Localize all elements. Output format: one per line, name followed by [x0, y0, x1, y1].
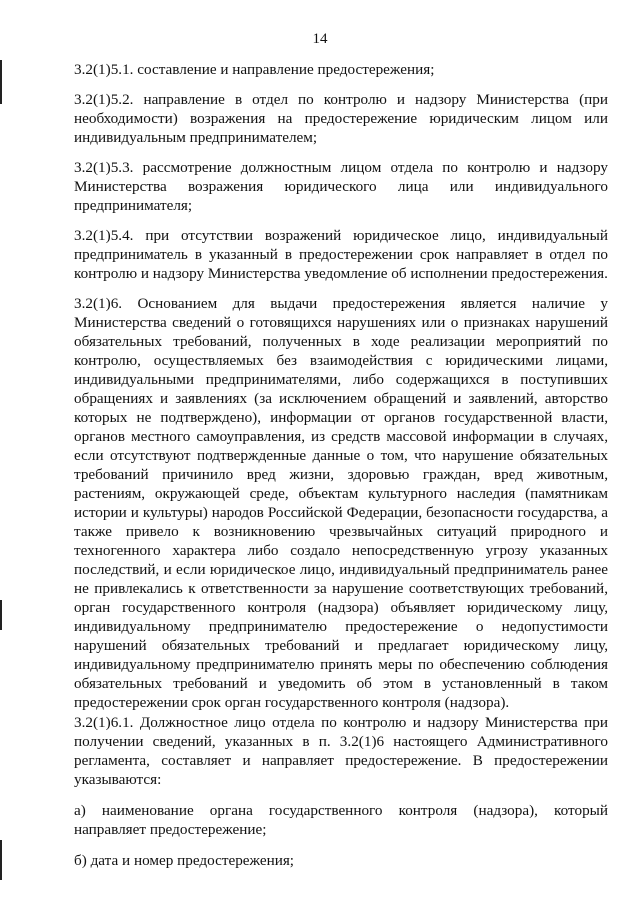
text-line: направляет предостережение;: [74, 821, 267, 838]
text-line: также привело к возникновению чрезвычайных ситуаций природного и: [74, 523, 608, 540]
paragraph-3-2-1-6-1: [74, 713, 608, 789]
paragraph-3-2-1-5-4: [74, 226, 608, 283]
scan-edge-mark: [0, 840, 2, 880]
text-line: 3.2(1)5.4. при отсутствии возражений юридическое лицо, индивидуальный: [74, 227, 608, 244]
paragraph-3-2-1-5-3: [74, 158, 608, 215]
text-line: указываются:: [74, 771, 162, 788]
text-line: регламента, составляет и направляет предостережение. В предостережении: [74, 752, 608, 769]
scan-edge-mark: [0, 600, 2, 630]
document-body: [74, 60, 608, 870]
text-line: индивидуальными предпринимателями, либо содержащихся в поступивших: [74, 371, 608, 388]
text-line: нарушений обязательных требований и предлагает юридическому лицу,: [74, 637, 608, 654]
text-line: а) наименование органа государственного контроля (надзора), который: [74, 802, 608, 819]
text-line: органов местного самоуправления, из средств массовой информации в случаях,: [74, 428, 608, 445]
text-line: обязательных требований, полученных в ходе реализации мероприятий по: [74, 333, 608, 350]
text-line: 3.2(1)6. Основанием для выдачи предостережения является наличие у: [74, 295, 608, 312]
text-line: Министерства сведений о готовящихся нарушениях или о признаках нарушений: [74, 314, 608, 331]
text-line: последствий, и если юридическое лицо, индивидуальный предприниматель ранее: [74, 561, 608, 578]
text-line: которых не подтверждено), информации от органов государственной власти,: [74, 409, 608, 426]
text-line: истории и культуры) народов Российской Федерации, безопасности государства, а: [74, 504, 608, 521]
text-line: контролю и надзору Министерства уведомление об исполнении предостережения.: [74, 265, 608, 282]
page-number: 14: [312, 31, 328, 47]
scan-edge-mark: [0, 60, 2, 104]
paragraph-3-2-1-5-2: [74, 90, 608, 147]
text-line: техногенного характера либо создало непосредственную угрозу указанных: [74, 542, 608, 559]
text-line: обращениях и заявлениях (за исключением обращений и заявлений, авторство: [74, 390, 608, 407]
text-line: индивидуальным предпринимателем;: [74, 129, 318, 146]
text-line: требований причинило вред жизни, здоровью граждан, вред животным,: [74, 466, 608, 483]
text-line: обязательных требований и уведомить об этом в установленный в таком: [74, 675, 608, 692]
text-line: получении сведений, указанных в п. 3.2(1)6 настоящего Административного: [74, 733, 608, 750]
text-line: предпринимателя;: [74, 197, 193, 214]
text-line: контролю, осуществляемых без взаимодействия с юридическими лицами,: [74, 352, 608, 369]
text-line: растениям, окружающей среде, объектам культурного наследия (памятникам: [74, 485, 608, 502]
paragraph-3-2-1-6: [74, 294, 608, 712]
text-line: индивидуальному предпринимателю принять меры по обеспечению соблюдения: [74, 656, 608, 673]
text-line: предприниматель в указанный в предостережении срок направляет в отдел по: [74, 246, 608, 263]
text-line: предостережении срок орган государственного контроля (надзора).: [74, 694, 510, 711]
text-line: необходимости) возражения на предостережение юридическим лицом или: [74, 110, 608, 127]
text-line: Министерства возражения юридического лица или индивидуального: [74, 178, 608, 195]
text-line: 3.2(1)5.2. направление в отдел по контролю и надзору Министерства (при: [74, 91, 608, 108]
text-line: 3.2(1)6.1. Должностное лицо отдела по контролю и надзору Министерства при: [74, 714, 608, 731]
list-item-a: [74, 801, 608, 839]
text-line: 3.2(1)5.1. составление и направление предостережения;: [74, 61, 435, 78]
list-item-b: [74, 851, 608, 870]
text-line: индивидуальному предпринимателю предостережение о недопустимости: [74, 618, 608, 635]
text-line: не привлекались к ответственности за нарушение соответствующих требований,: [74, 580, 608, 597]
paragraph-3-2-1-5-1: [74, 60, 608, 79]
text-line: б) дата и номер предостережения;: [74, 852, 295, 869]
text-line: 3.2(1)5.3. рассмотрение должностным лицом отдела по контролю и надзору: [74, 159, 608, 176]
text-line: орган государственного контроля (надзора) объявляет юридическому лицу,: [74, 599, 608, 616]
text-line: если отсутствуют подтвержденные данные о том, что нарушение обязательных: [74, 447, 608, 464]
